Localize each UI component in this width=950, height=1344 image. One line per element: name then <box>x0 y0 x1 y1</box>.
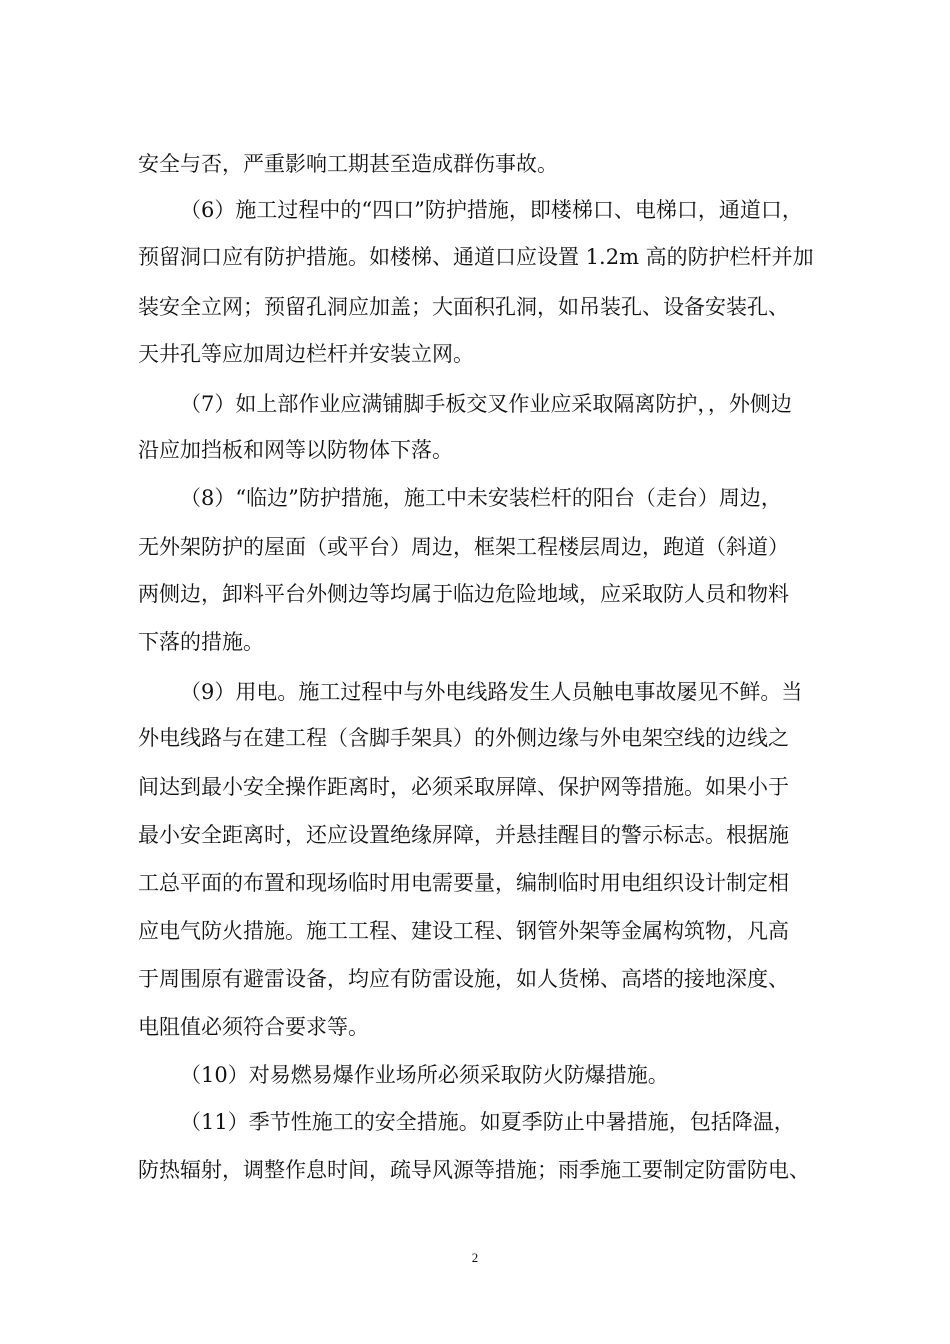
text-line: （9）用电。施工过程中与外电线路发生人员触电事故屡见不鲜。当 <box>180 680 803 704</box>
text-line: （8）“临边”防护措施，施工中未安装栏杆的阳台（走台）周边， <box>180 486 782 510</box>
text-line: 应电气防火措施。施工工程、建设工程、钢管外架等金属构筑物，凡高 <box>138 919 789 943</box>
text-line: 天井孔等应加周边栏杆并安装立网。 <box>138 342 474 366</box>
text-line: 外电线路与在建工程（含脚手架具）的外侧边缘与外电架空线的边线之 <box>138 726 789 750</box>
text-line: 两侧边，卸料平台外侧边等均属于临边危险地域，应采取防人员和物料 <box>138 582 789 606</box>
text-line: （11）季节性施工的安全措施。如夏季防止中暑措施，包括降温， <box>180 1110 795 1134</box>
text-line: （7）如上部作业应满铺脚手板交叉作业应采取隔离防护，，外侧边 <box>180 392 792 416</box>
text-line: 工总平面的布置和现场临时用电需要量，编制临时用电组织设计制定相 <box>138 871 789 895</box>
text-line: 间达到最小安全操作距离时，必须采取屏障、保护网等措施。如果小于 <box>138 775 789 799</box>
text-line: 预留洞口应有防护措施。如楼梯、通道口应设置 1.2m 高的防护栏杆并加 <box>138 245 814 269</box>
text-line: 安全与否，严重影响工期甚至造成群伤事故。 <box>138 152 558 176</box>
text-line: 最小安全距离时，还应设置绝缘屏障，并悬挂醒目的警示标志。根据施 <box>138 823 789 847</box>
text-line: 电阻值必须符合要求等。 <box>138 1015 369 1039</box>
text-line: 装安全立网；预留孔洞应加盖；大面积孔洞，如吊装孔、设备安装孔、 <box>138 295 789 319</box>
text-line: 防热辐射，调整作息时间，疏导风源等措施；雨季施工要制定防雷防电、 <box>138 1158 810 1182</box>
text-line: 沿应加挡板和网等以防物体下落。 <box>138 438 453 462</box>
text-line: （6）施工过程中的“四口”防护措施，即楼梯口、电梯口，通道口， <box>180 198 803 222</box>
page-number: 2 <box>471 1250 479 1265</box>
text-line: 于周围原有避雷设备，均应有防雷设施，如人货梯、高塔的接地深度、 <box>138 967 789 991</box>
text-line: 下落的措施。 <box>138 630 264 654</box>
text-line: 无外架防护的屋面（或平台）周边，框架工程楼层周边，跑道（斜道） <box>138 535 789 559</box>
text-line: （10）对易燃易爆作业场所必须采取防火防爆措施。 <box>180 1063 669 1087</box>
